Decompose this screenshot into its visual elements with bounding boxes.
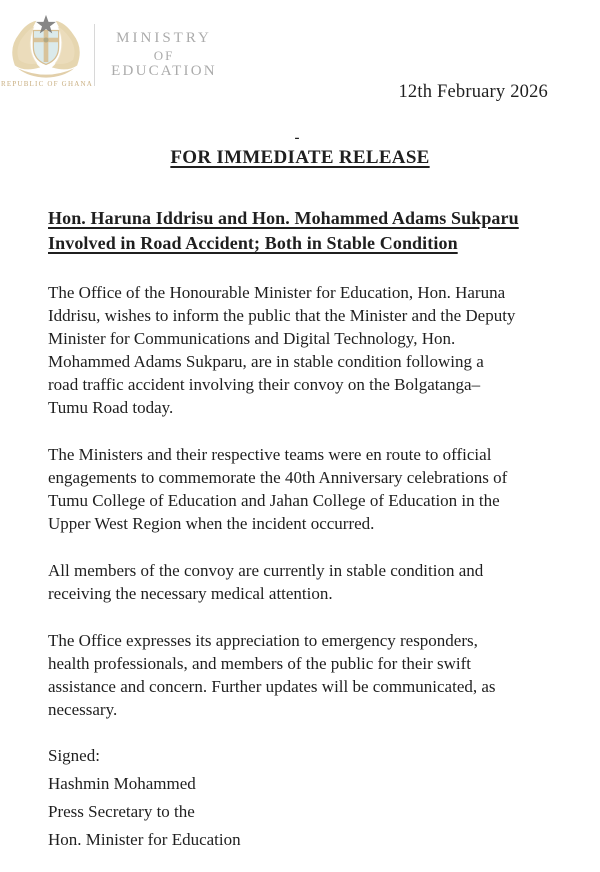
release-banner: FOR IMMEDIATE RELEASE bbox=[170, 147, 430, 168]
separator-dash: - bbox=[294, 130, 300, 146]
ministry-wordmark-line-2: OF bbox=[153, 48, 175, 63]
paragraph-2: The Ministers and their respective teams were en route to official engagements to commemorate the 40th Anniversary celebrations of Tumu College of Education and Jahan College of Education in the Upper West Region when the incident occurred. bbox=[48, 445, 508, 533]
signature-label: Signed: bbox=[48, 746, 100, 765]
ministry-wordmark bbox=[104, 29, 224, 80]
date-line: 12th February 2026 bbox=[398, 82, 548, 102]
signature-name: Hashmin Mohammed bbox=[48, 774, 196, 793]
paragraph-4: The Office expresses its appreciation to emergency responders, health professionals, and members of the public for their swift assistance and concern. Further updates will be communicated, as necessary. bbox=[48, 631, 496, 719]
ministry-wordmark-line-1: MINISTRY bbox=[116, 30, 212, 46]
signature-role-line-2: Hon. Minister for Education bbox=[48, 830, 241, 849]
letterhead-divider bbox=[94, 24, 95, 86]
paragraph-3: All members of the convoy are currently in stable condition and receiving the necessary medical attention. bbox=[48, 561, 484, 603]
ministry-wordmark-line-3: EDUCATION bbox=[111, 63, 217, 79]
signature-role-line-1: Press Secretary to the bbox=[48, 802, 195, 821]
paragraph-1: The Office of the Honourable Minister for Education, Hon. Haruna Iddrisu, wishes to inform the public that the Minister and the Deputy Minister for Communications and Digital Technology, Hon. Mohammed Adams Sukparu, are in stable condition following a road traffic accident involving their convoy on the Bolgatanga– Tumu Road today. bbox=[48, 283, 516, 417]
headline: Hon. Haruna Iddrisu and Hon. Mohammed Adams Sukparu Involved in Road Accident; Both in Stable Condition bbox=[48, 208, 519, 253]
emblem-caption: REPUBLIC OF GHANA bbox=[1, 80, 93, 88]
ghana-coat-of-arms-icon bbox=[5, 11, 87, 81]
body-text bbox=[48, 281, 576, 857]
